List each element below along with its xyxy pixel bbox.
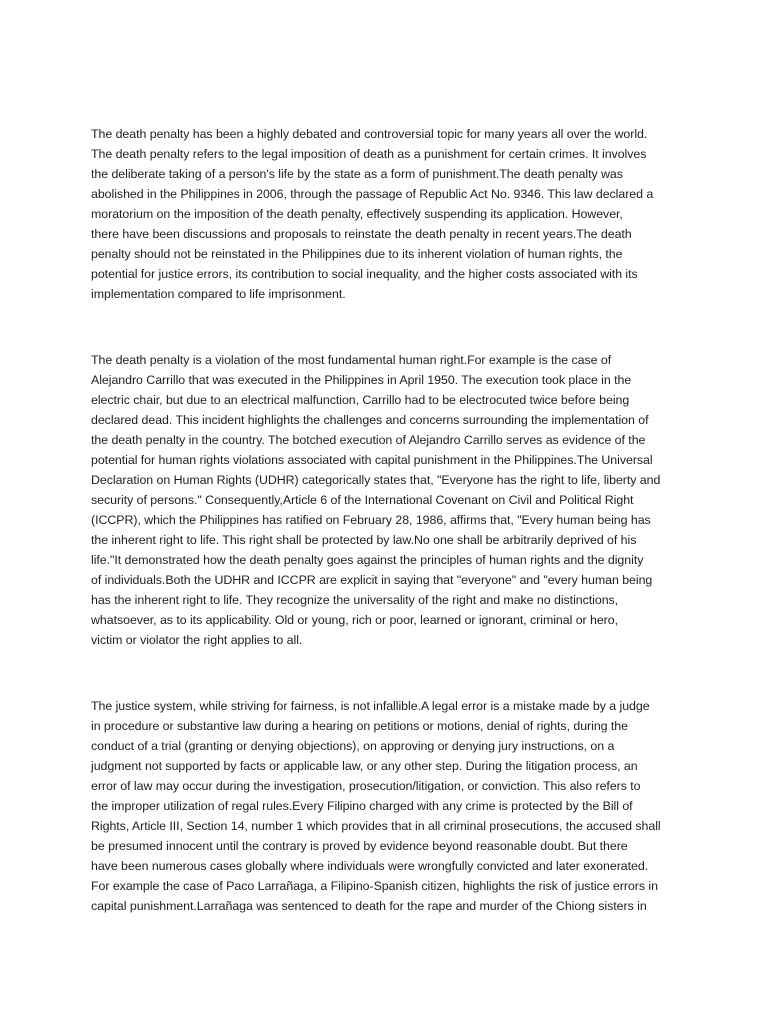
paragraph-intro: The death penalty has been a highly debated and controversial topic for many years all over the world. The death penalty refers to the legal imposition of death as a punishment for certain crimes. It involves the deliberate taking of a person's life by the state as a form of punishment.The death penalty was abolished in the Philippines in 2006, through the passage of Republic Act No. 9346. This law declared a moratorium on the imposition of the death penalty, effectively suspending its application. However, there have been discussions and proposals to reinstate the death penalty in recent years.The death penalty should not be reinstated in the Philippines due to its inherent violation of human rights, the potential for justice errors, its contribution to social inequality, and the higher costs associated with its implementation compared to life imprisonment.: [91, 127, 654, 301]
paragraph-justice-errors: The justice system, while striving for fairness, is not infallible.A legal error is a mistake made by a judge in procedure or substantive law during a hearing on petitions or motions, denial of rights, during the conduct of a trial (granting or denying objections), on approving or denying jury instructions, on a judgment not supported by facts or applicable law, or any other step. During the litigation process, an error of law may occur during the investigation, prosecution/litigation, or conviction. This also refers to the improper utilization of regal rules.Every Filipino charged with any crime is protected by the Bill of Rights, Article III, Section 14, number 1 which provides that in all criminal prosecutions, the accused shall be presumed innocent until the contrary is proved by evidence beyond reasonable doubt. But there have been numerous cases globally where individuals were wrongfully convicted and later exonerated. For example the case of Paco Larrañaga, a Filipino-Spanish citizen, highlights the risk of justice errors in capital punishment.Larrañaga was sentenced to death for the rape and murder of the Chiong sisters in: [91, 699, 661, 913]
paragraph-human-rights: The death penalty is a violation of the most fundamental human right.For example is the case of Alejandro Carrillo that was executed in the Philippines in April 1950. The execution took place in the electric chair, but due to an electrical malfunction, Carrillo had to be electrocuted twice before being declared dead. This incident highlights the challenges and concerns surrounding the implementation of the death penalty in the country. The botched execution of Alejandro Carrillo serves as evidence of the potential for human rights violations associated with capital punishment in the Philippines.The Universal Declaration on Human Rights (UDHR) categorically states that, "Everyone has the right to life, liberty and security of persons." Consequently,Article 6 of the International Covenant on Civil and Political Right (ICCPR), which the Philippines has ratified on February 28, 1986, affirms that, "Every human being has the inherent right to life. This right shall be protected by law.No one shall be arbitrarily deprived of his life."It demonstrated how the death penalty goes against the principles of human rights and the dignity of individuals.Both the UDHR and ICCPR are explicit in saying that "everyone" and "every human being has the inherent right to life. They recognize the universality of the right and make no distinctions, whatsoever, as to its applicability. Old or young, rich or poor, learned or ignorant, criminal or hero, victim or violator the right applies to all.: [91, 353, 661, 647]
